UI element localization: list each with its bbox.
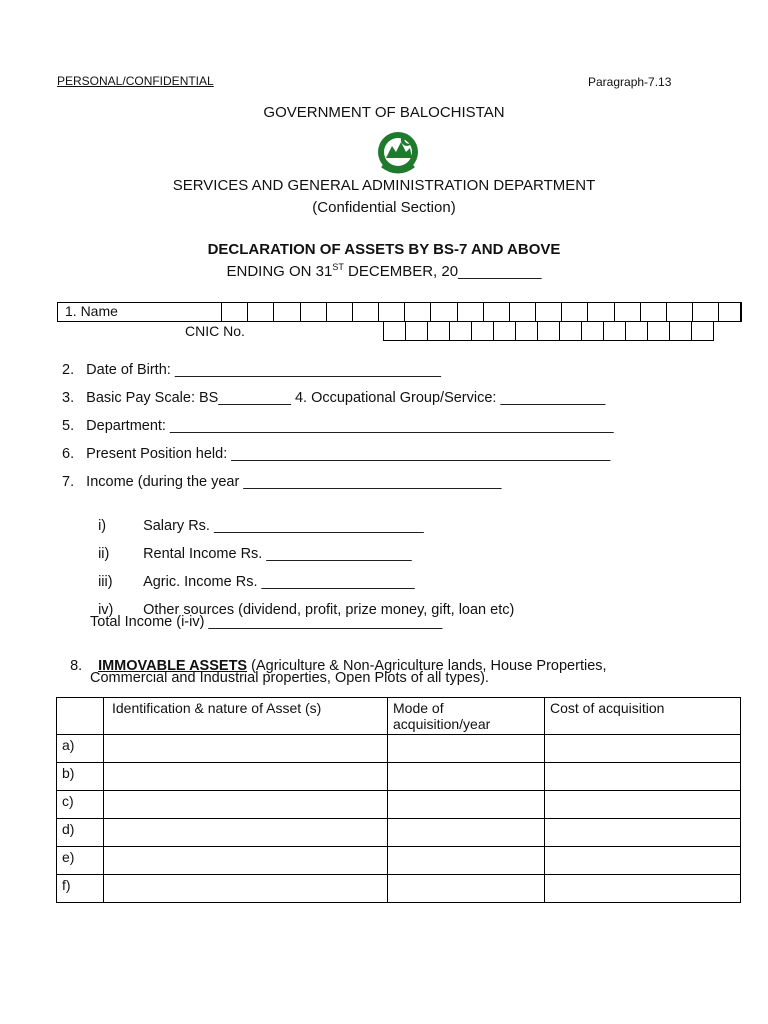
table-header-row [57,698,741,735]
asset-cell[interactable] [388,819,545,847]
asset-cell[interactable] [388,763,545,791]
row-label: b) [57,763,104,791]
section-title: (Confidential Section) [312,199,456,216]
assets-table [56,697,741,903]
header-cell [57,698,104,735]
confidential-label: PERSONAL/CONFIDENTIAL [57,74,214,88]
immovable-assets-desc: Commercial and Industrial properties, Open Plots of all types). [90,670,489,686]
asset-cell[interactable] [104,735,388,763]
balochistan-emblem-icon [368,128,428,178]
total-income-field[interactable]: Total Income (i-iv) _____________________________ [90,614,443,630]
header-cell: Cost of acquisition [545,698,741,735]
income-item-other: iv) Other sources (dividend, profit, prize money, gift, loan etc) [98,602,515,618]
date-of-birth-field[interactable]: 2. Date of Birth: _________________________________ [62,362,441,378]
asset-cell[interactable] [104,763,388,791]
asset-cell[interactable] [104,847,388,875]
asset-cell[interactable] [388,875,545,903]
paragraph-ref: Paragraph-7.13 [588,75,672,89]
department-title: SERVICES AND GENERAL ADMINISTRATION DEPARTMENT [172,177,596,194]
header-cell: Mode of acquisition/year [388,698,545,735]
asset-cell[interactable] [545,763,741,791]
pay-scale-field[interactable]: 3. Basic Pay Scale: BS_________ 4. Occupational Group/Service: _____________ [62,390,606,406]
table-row [57,819,741,847]
row-label: c) [57,791,104,819]
department-field[interactable]: 5. Department: _______________________________________________________ [62,418,614,434]
header-cell: Identification & nature of Asset (s) [104,698,388,735]
row-label: a) [57,735,104,763]
asset-cell[interactable] [104,875,388,903]
position-field[interactable]: 6. Present Position held: _______________________________________________ [62,446,611,462]
asset-cell[interactable] [545,875,741,903]
ending-date-line: ENDING ON 31ST DECEMBER, 20__________ [226,262,542,280]
cnic-field[interactable] [383,321,714,341]
table-row [57,875,741,903]
asset-cell[interactable] [388,847,545,875]
cnic-label: CNIC No. [185,323,245,339]
income-item-rental[interactable]: ii) Rental Income Rs. __________________ [98,546,412,562]
asset-cell[interactable] [545,791,741,819]
income-item-salary[interactable]: i) Salary Rs. __________________________ [98,518,424,534]
government-title: GOVERNMENT OF BALOCHISTAN [263,104,505,121]
table-row [57,847,741,875]
row-label: f) [57,875,104,903]
asset-cell[interactable] [388,791,545,819]
table-row [57,791,741,819]
income-item-agric[interactable]: iii) Agric. Income Rs. ___________________ [98,574,415,590]
row-label: e) [57,847,104,875]
asset-cell[interactable] [545,847,741,875]
immovable-assets-heading: 8. IMMOVABLE ASSETS (Agriculture & Non-Agriculture lands, House Properties, [70,658,607,674]
asset-cell[interactable] [545,819,741,847]
table-row [57,763,741,791]
table-row [57,735,741,763]
row-label: d) [57,819,104,847]
name-label: 1. Name [65,303,118,319]
income-field[interactable]: 7. Income (during the year ________________________________ [62,474,502,490]
asset-cell[interactable] [104,791,388,819]
asset-cell[interactable] [388,735,545,763]
name-field[interactable] [221,302,741,322]
declaration-title: DECLARATION OF ASSETS BY BS-7 AND ABOVE [207,241,561,258]
asset-cell[interactable] [104,819,388,847]
asset-cell[interactable] [545,735,741,763]
name-cnic-box [57,302,741,342]
